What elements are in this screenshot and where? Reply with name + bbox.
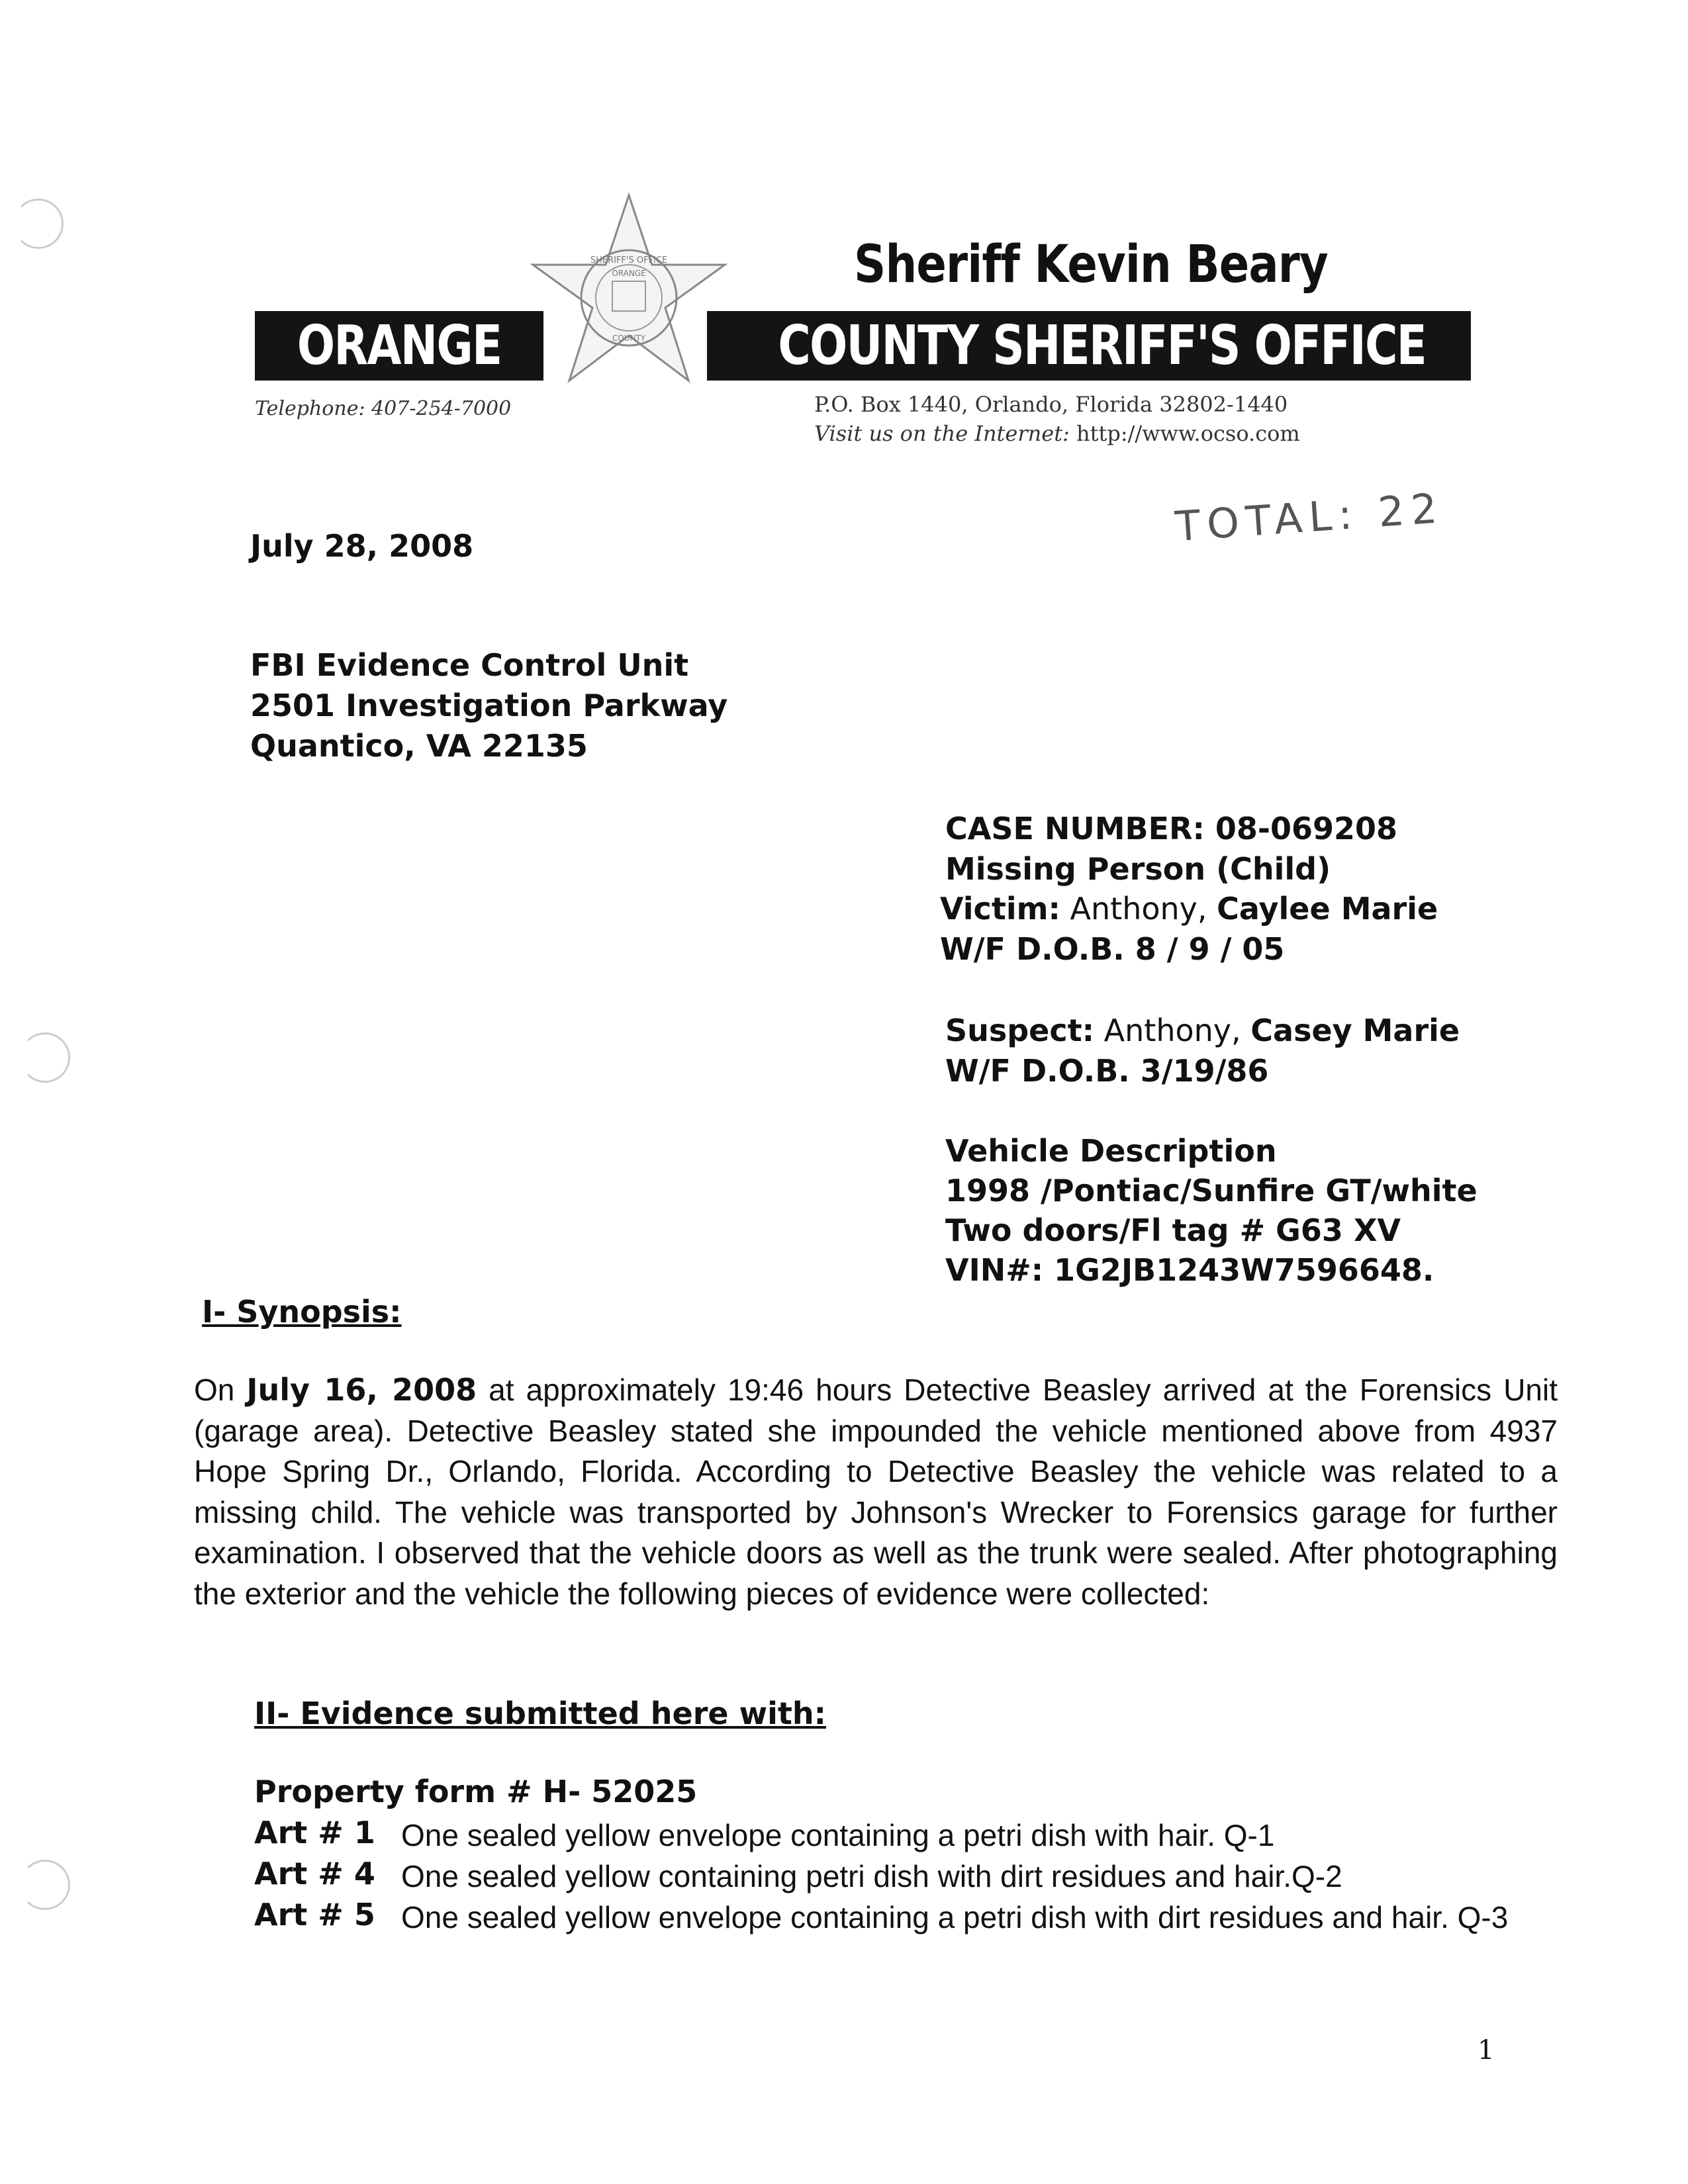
evidence-item <box>254 1856 1571 1897</box>
letterhead-bar-office <box>707 311 1471 381</box>
hole-punch-mark <box>20 1860 70 1910</box>
sheriff-name: Sheriff Kevin Beary <box>854 235 1328 295</box>
handwritten-total-note: TOTAL: 22 <box>1173 483 1446 551</box>
website-prefix: Visit us on the Internet: <box>814 421 1070 446</box>
letterhead-bar-orange-text: ORANGE <box>297 314 502 377</box>
property-form-number: Property form # H- 52025 <box>254 1774 698 1809</box>
recipient-line-3: Quantico, VA 22135 <box>250 728 588 764</box>
letterhead-bar-office-text: COUNTY SHERIFF'S OFFICE <box>778 314 1427 377</box>
suspect-dob: W/F D.O.B. 3/19/86 <box>945 1053 1269 1089</box>
evidence-item-text: One sealed yellow containing petri dish with dirt residues and hair.Q-2 <box>401 1859 1342 1893</box>
badge-text-top: SHERIFF'S OFFICE <box>590 255 668 265</box>
letterhead-telephone: Telephone: 407-254-7000 <box>255 397 512 420</box>
hole-punch-mark <box>13 199 64 249</box>
vehicle-line-2: Two doors/Fl tag # G63 XV <box>945 1212 1401 1248</box>
recipient-line-1: FBI Evidence Control Unit <box>250 647 689 683</box>
letterhead-po-box: P.O. Box 1440, Orlando, Florida 32802-1440 <box>814 392 1288 417</box>
victim-first-name: Caylee Marie <box>1217 891 1438 927</box>
evidence-item-label: Art # 1 <box>254 1815 375 1850</box>
evidence-heading: II- Evidence submitted here with: <box>254 1696 826 1731</box>
suspect-last-name: Anthony, <box>1103 1013 1241 1048</box>
badge-text-mid: ORANGE <box>612 269 646 278</box>
victim-label: Victim: <box>940 891 1060 927</box>
victim-dob: W/F D.O.B. 8 / 9 / 05 <box>940 931 1285 967</box>
case-number <box>945 811 1397 846</box>
suspect-first-name: Casey Marie <box>1250 1013 1460 1048</box>
badge-text-bottom: COUNTY <box>612 334 646 343</box>
synopsis-heading: I- Synopsis: <box>202 1294 402 1330</box>
evidence-item-text: One sealed yellow envelope containing a petri dish with dirt residues and hair. Q-3 <box>401 1900 1509 1934</box>
case-number-label: CASE NUMBER: <box>945 811 1205 846</box>
letterhead-bar-orange <box>255 311 543 381</box>
suspect-line <box>945 1013 1460 1048</box>
synopsis-paragraph <box>194 1370 1558 1614</box>
letter-date: July 28, 2008 <box>250 528 474 564</box>
synopsis-text: at approximately 19:46 hours Detective Beasley arrived at the Forensics Unit (garage area). Detective Beasley stated she impounded the vehicle mentioned above from 4937 Hope Spring Dr., Orlando, Florida. According to Detective Beasley the vehicle was related to a missing child. The vehicle was transported by Johnson's Wrecker to Forensics garage for further examination. I observed that the vehicle doors as well as the trunk were sealed. After photographing the exterior and the vehicle the following pieces of evidence were collected: <box>194 1373 1558 1611</box>
case-type: Missing Person (Child) <box>945 851 1331 887</box>
victim-line <box>940 891 1438 927</box>
victim-last-name: Anthony, <box>1070 891 1207 927</box>
suspect-label: Suspect: <box>945 1013 1095 1048</box>
letterhead-website <box>814 421 1300 446</box>
hole-punch-mark <box>20 1032 70 1083</box>
vehicle-line-1: 1998 /Pontiac/Sunfire GT/white <box>945 1173 1477 1208</box>
case-number-value: 08-069208 <box>1215 811 1398 846</box>
evidence-item-label: Art # 5 <box>254 1897 375 1933</box>
synopsis-date: July 16, 2008 <box>246 1372 477 1408</box>
recipient-line-2: 2501 Investigation Parkway <box>250 688 728 723</box>
evidence-item <box>254 1897 1571 1938</box>
evidence-item-text: One sealed yellow envelope containing a petri dish with hair. Q-1 <box>401 1818 1275 1852</box>
website-url: http://www.ocso.com <box>1076 421 1300 446</box>
page-number: 1 <box>1477 2035 1495 2066</box>
evidence-item <box>254 1815 1571 1856</box>
vehicle-vin: VIN#: 1G2JB1243W7596648. <box>945 1252 1434 1288</box>
synopsis-on: On <box>194 1373 235 1407</box>
vehicle-heading: Vehicle Description <box>945 1133 1277 1169</box>
evidence-item-label: Art # 4 <box>254 1856 375 1891</box>
